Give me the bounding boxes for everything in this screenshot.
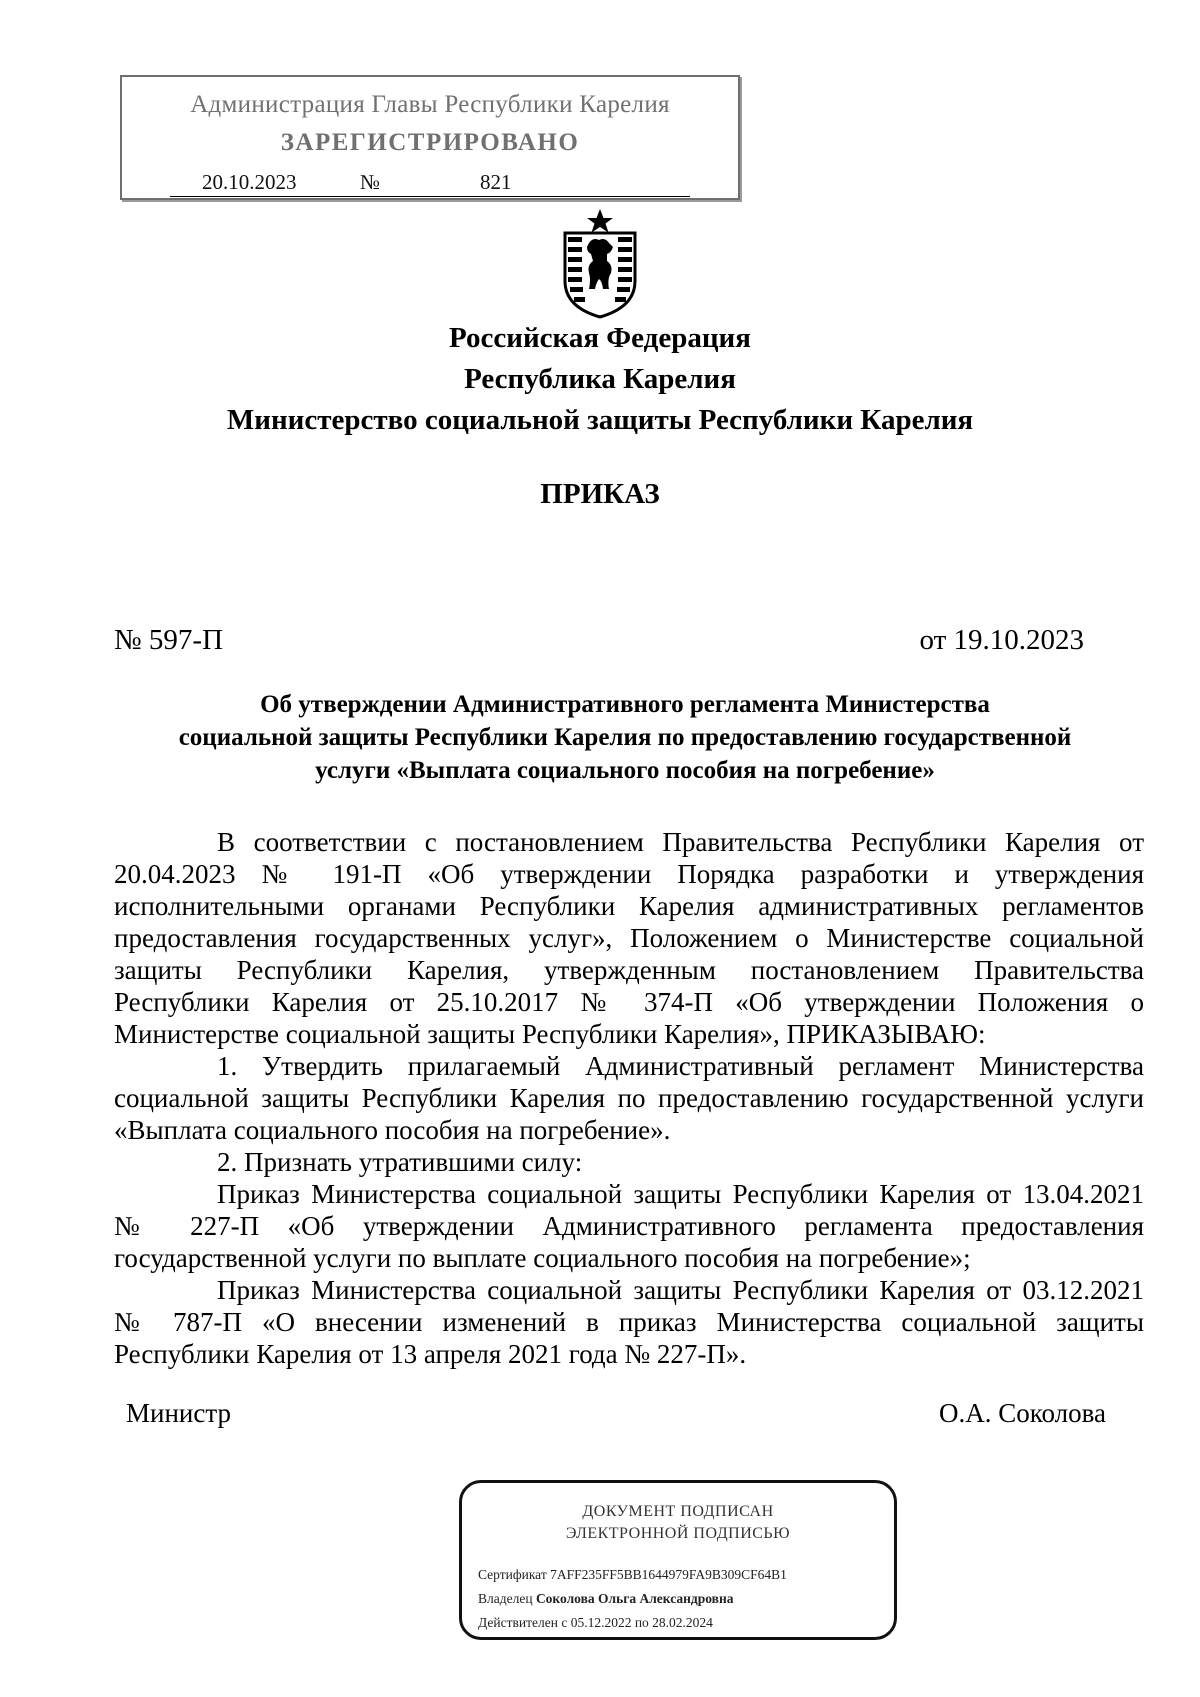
karelia-coat-of-arms-icon [559, 207, 641, 319]
owner-line [478, 1591, 734, 1607]
registration-stamp [120, 75, 740, 200]
validity-to-label: по [634, 1615, 649, 1630]
order-item-1: 1. Утвердить прилагаемый Административный регламент Министерства социальной защиты Республики Карелия по предоставлению государственной услуги «Выплата социального пособия на погребение». [114, 1051, 1144, 1145]
header-country: Российская Федерация [449, 322, 751, 354]
header-ministry: Министерство социальной защиты Республики Карелия [226, 404, 974, 436]
document-body [114, 826, 1144, 1370]
digital-signature-stamp [459, 1480, 897, 1640]
document-title [110, 688, 1140, 787]
certificate-line [478, 1567, 787, 1583]
registration-number: 821 [480, 170, 512, 194]
document-type: ПРИКАЗ [540, 478, 660, 510]
preamble-paragraph: В соответствии с постановлением Правительства Республики Карелия от 20.04.2023 № 191-П «Об утверждении Порядка разработки и утверждения исполнительными органами Республики Карелия административных регламентов предоставления государственных услуг», Положением о Министерстве социальной защиты Республики Карелия, утвержденным постановлением Правительства Республики Карелия от 25.10.2017 № 374-П «Об утверждении Положения о Министерстве социальной защиты Республики Карелия», ПРИКАЗЫВАЮ: [114, 827, 1144, 1049]
validity-line [478, 1615, 713, 1631]
emblem-star [587, 209, 613, 233]
registration-stamp-row [170, 170, 690, 197]
validity-to: 28.02.2024 [652, 1615, 713, 1630]
validity-from-label: с [561, 1615, 568, 1630]
registration-date: 20.10.2023 [202, 170, 297, 194]
order-item-2: 2. Признать утратившими силу: [217, 1147, 583, 1177]
signer-position: Министр [126, 1398, 231, 1428]
document-number: № 597-П [114, 624, 224, 656]
document-title-line: услуги «Выплата социального пособия на погребение» [315, 757, 935, 784]
owner-label: Владелец [478, 1591, 533, 1606]
registration-stamp-organization: Администрация Главы Республики Карелия [190, 91, 670, 118]
validity-label: Действителен [478, 1615, 558, 1630]
owner-value: Соколова Ольга Александровна [535, 1591, 734, 1606]
signer-name: О.А. Соколова [939, 1398, 1106, 1428]
digital-signature-title: ДОКУМЕНТ ПОДПИСАН [582, 1503, 774, 1520]
document-date: от 19.10.2023 [919, 624, 1084, 656]
registration-number-sign: № [360, 170, 381, 194]
order-item-2b: Приказ Министерства социальной защиты Республики Карелия от 03.12.2021 № 787-П «О внесении изменений в приказ Министерства социальной защиты Республики Карелия от 13 апреля 2021 года № 227-П». [114, 1275, 1144, 1369]
document-title-line: Об утверждении Административного регламента Министерства [260, 691, 990, 718]
document-title-line: социальной защиты Республики Карелия по предоставлению государственной [178, 724, 1072, 751]
validity-from: 05.12.2022 [570, 1615, 632, 1630]
registration-stamp-status: ЗАРЕГИСТРИРОВАНО [280, 129, 580, 156]
order-item-2a: Приказ Министерства социальной защиты Республики Карелия от 13.04.2021 № 227-П «Об утверждении Административного регламента предоставления государственной услуги по выплате социального пособия на погребение»; [114, 1179, 1144, 1273]
certificate-label: Сертификат [478, 1567, 547, 1582]
header-region: Республика Карелия [464, 363, 736, 395]
certificate-value: 7AFF235FF5BB1644979FA9B309CF64B1 [550, 1567, 787, 1582]
digital-signature-subtitle: ЭЛЕКТРОННОЙ ПОДПИСЬЮ [565, 1525, 791, 1542]
